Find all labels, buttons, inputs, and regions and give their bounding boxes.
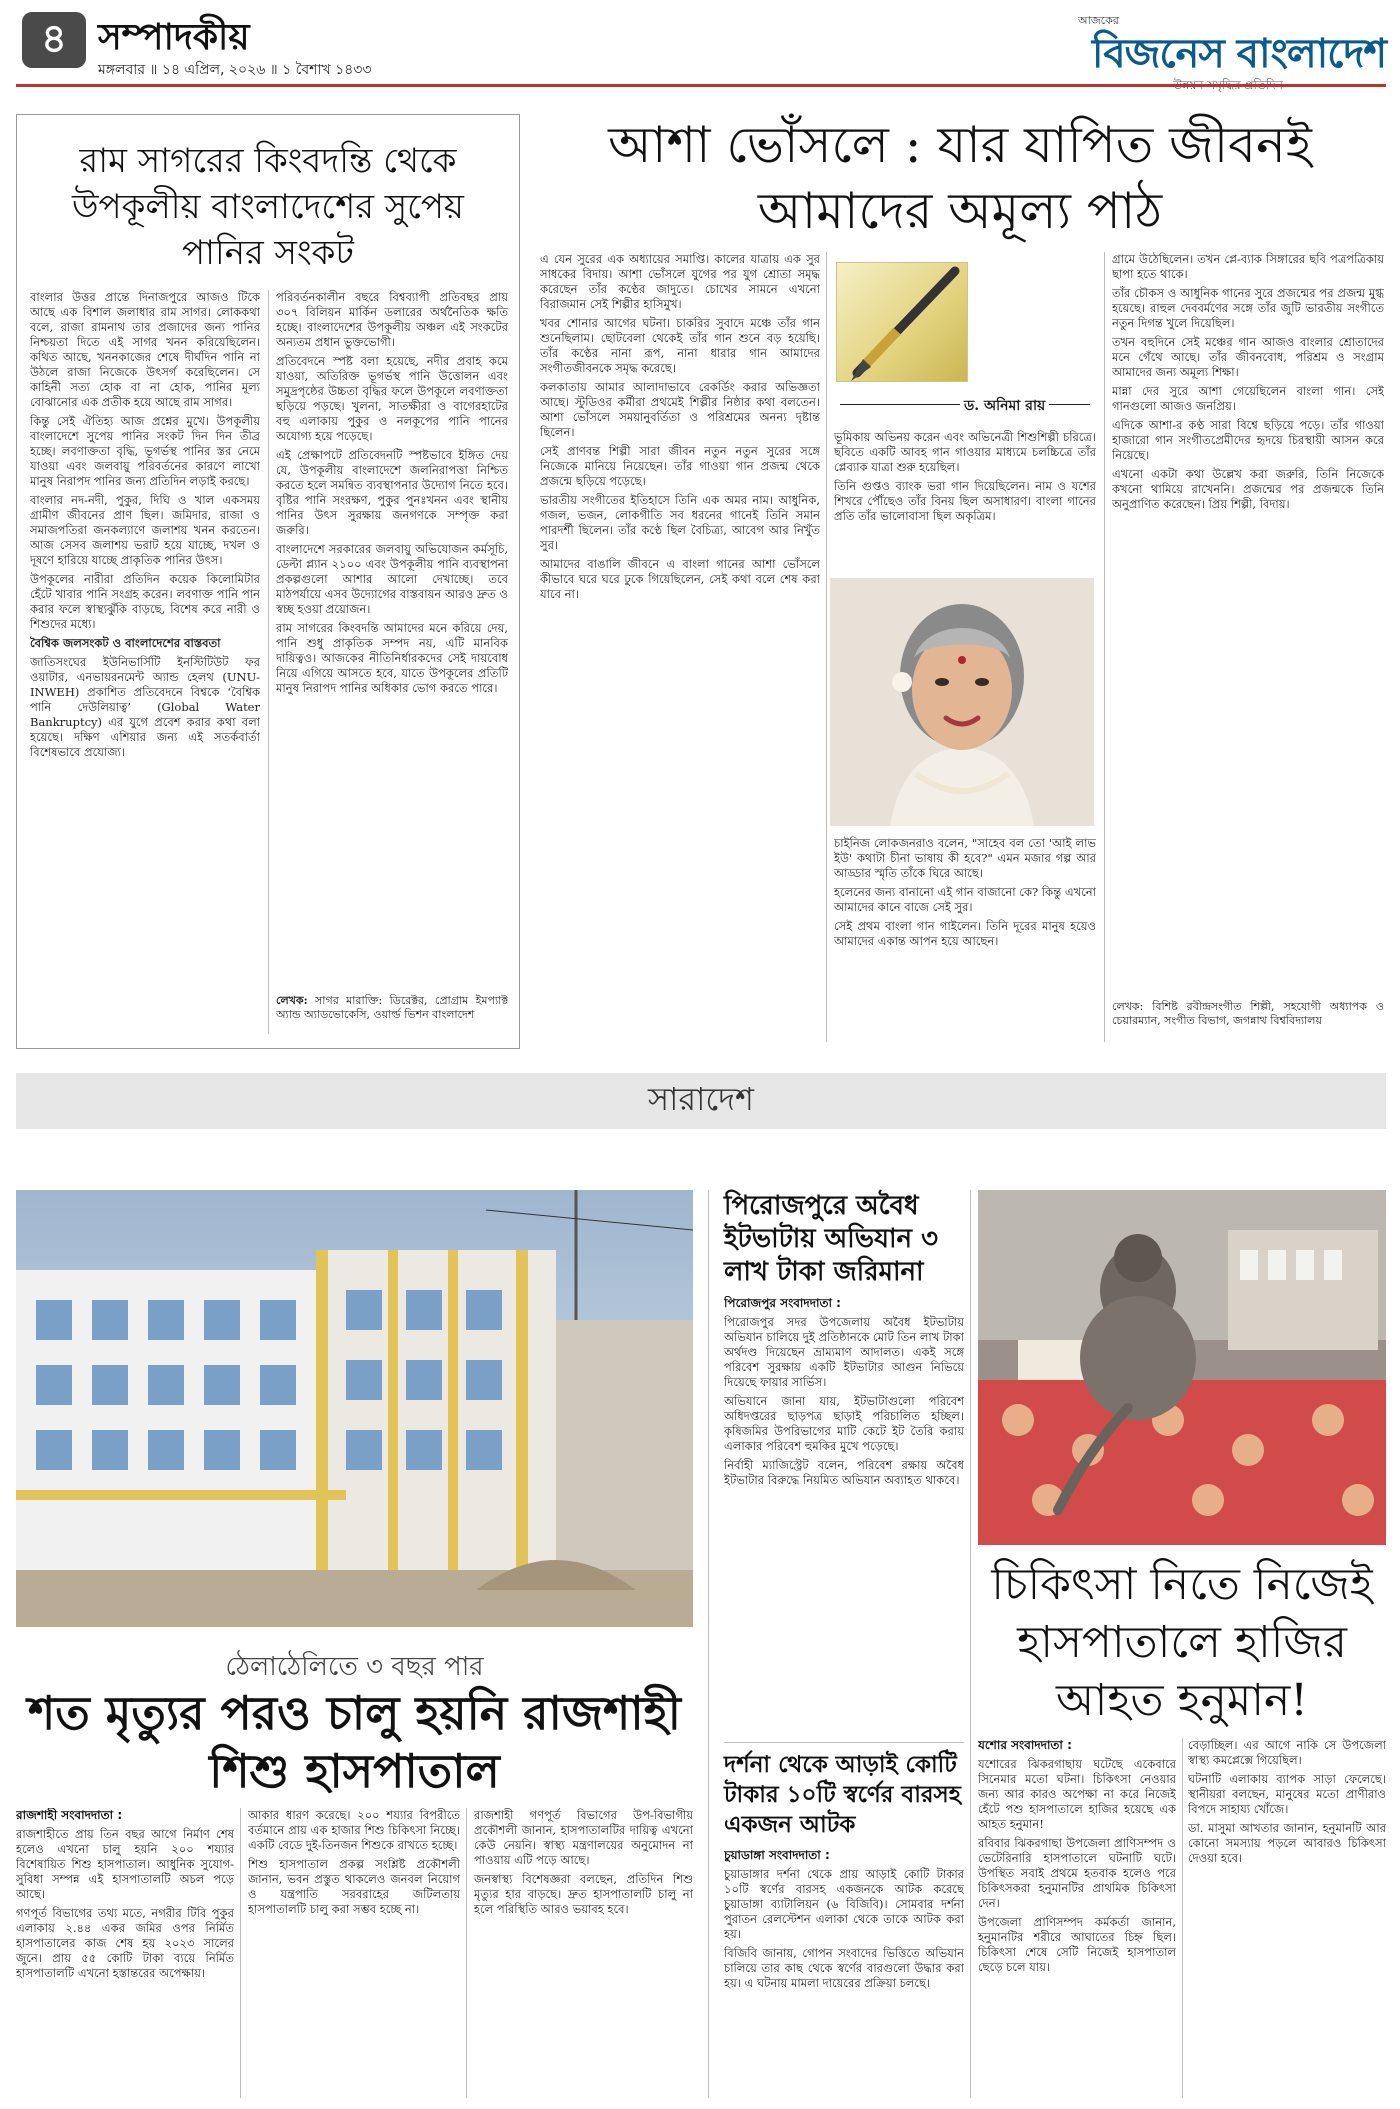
masthead-name: বিজনেস বাংলাদেশ <box>1091 30 1386 77</box>
portrait-image <box>830 578 1094 826</box>
paragraph: তিনি গুপ্তও ব্যাংক ভরা গান দিয়েছিলেন। নাম ও যশের শিখরে পৌঁছেও তাঁর বিনয় ছিল অসাধারণ। বাংলা গানের প্রতি তাঁর ভালোবাসা ছিল অকৃত্রিম। <box>834 479 1096 523</box>
paragraph: উপকূলের নারীরা প্রতিদিন কয়েক কিলোমিটার হেঁটে খাবার পানি সংগ্রহ করেন। লবণাক্ত পানি পান করার ফলে স্বাস্থ্যঝুঁকি বাড়ছে, বিশেষ করে নারী ও শিশুদের মধ্যে। <box>30 572 260 631</box>
paragraph: মান্না দের সুরে আশা গেয়েছিলেন বাংলা গান। সেই গানগুলো আজও জনপ্রিয়। <box>1112 384 1384 413</box>
paragraph: রবিবার ঝিকরগাছা উপজেলা প্রাণিসম্পদ ও ভেটেরিনারি হাসপাতালে ঘটনাটি ঘটে। উপস্থিত সবাই প্রথমে হতবাক হলেও পরে চিকিৎসকরা হনুমানটির প্রাথমিক চিকিৎসা দেন। <box>978 1836 1176 1910</box>
pirojpur-headline: পিরোজপুরে অবৈধ ইটভাটায় অভিযান ৩ লাখ টাকা জরিমানা <box>724 1191 938 1287</box>
paragraph: এ যেন সুরের এক অধ্যায়ের সমাপ্তি। কালের যাত্রায় এক সুর সাধকের বিদায়। আশা ভোঁসলে যুগের পর যুগ শ্রোতা সমৃদ্ধ করেছেন তাঁর কণ্ঠের জাদুতে। চোখের সামনে এখনো বিরাজমান সেই শিল্পীর হাসিমুখ। <box>540 252 820 311</box>
masthead-prefix: আজকের <box>1078 14 1119 27</box>
paragraph: এদিকে আশা-র কণ্ঠ সারা বিশ্বে ছড়িয়ে পড়ে। তাঁর গাওয়া হাজারো গান সংগীতপ্রেমীদের হৃদয়ে চিরস্থায়ী আসন করে নিয়েছে। <box>1112 418 1384 462</box>
subheading: বৈশ্বিক জলসংকট ও বাংলাদেশের বাস্তবতা <box>30 636 221 650</box>
section-band-label: সারাদেশ <box>648 1080 754 1118</box>
paragraph: হলেনের জন্য বানানো এই গান বাজানো কে? কিন্তু এখনো আমাদের কানে বাজে সেই সুর। <box>834 885 1096 914</box>
column-divider <box>1182 1738 1183 2098</box>
paragraph: বিজিবি জানায়, গোপন সংবাদের ভিত্তিতে অভিযান চালিয়ে তার কাছ থেকে স্বর্ণের বারগুলো উদ্ধার করা হয়। এ ঘটনায় মামলা দায়েরের প্রক্রিয়া চলছে। <box>724 1946 964 1990</box>
hospital-col3 <box>474 1808 693 2098</box>
paragraph: শিশু হাসপাতাল প্রকল্প সংশ্লিষ্ট প্রকৌশলী জানান, ভবন প্রস্তুত থাকলেও জনবল নিয়োগ ও যন্ত্রপাতি সরবরাহের জটিলতায় হাসপাতালটি চালু করা সম্ভব হচ্ছে না। <box>248 1857 460 1916</box>
asha-article-title: আশা ভোঁসলে : যার যাপিত জীবনই আমাদের অমূল্য পাঠ <box>608 116 1312 240</box>
paragraph: চাইনিজ লোকজনরাও বলেন, "সাহেব বল তো 'আই লাভ ইউ' কথাটা চীনা ভাষায় কী হবে?" এমন মজার গল্প আর আড্ডার স্মৃতি তাঁকে ঘিরে আছে। <box>834 836 1096 880</box>
paragraph: আকার ধারণ করেছে। ২০০ শয্যার বিপরীতে বর্তমানে প্রায় এক হাজার শিশু চিকিৎসা নিচ্ছে। একটি বেডে দুই-তিনজন শিশুকে রাখতে হচ্ছে। <box>248 1808 460 1852</box>
reporter-credit: রাজশাহী সংবাদদাতা : <box>16 1808 123 1822</box>
column-divider <box>708 1190 709 2098</box>
page-number: ৪ <box>41 14 67 62</box>
paragraph: উপজেলা প্রাণিসম্পদ কর্মকর্তা জানান, হনুমানটির শরীরে আঘাতের চিহ্ন ছিল। চিকিৎসা শেষে সেটি নিজেই হাসপাতাল ছেড়ে চলে যায়। <box>978 1915 1176 1974</box>
asha-article-col3 <box>1112 252 1384 992</box>
column-divider <box>466 1808 467 2098</box>
paragraph: জাতিসংঘের ইউনিভার্সিটি ইনস্টিটিউট ফর ওয়াটার, এনভায়রনমেন্ট অ্যান্ড হেলথ (UNU-INWEH) প্রকাশিত প্রতিবেদনে বিশ্বকে ‘বৈশ্বিক পানি দেউলিয়াত্ব’ (Global Water Bankruptcy) এর যুগে প্রবেশ করার কথা বলা হয়েছে। দক্ষিণ এশিয়ার জন্য এই সতর্কবার্তা বিশেষভাবে প্রযোজ্য। <box>30 655 260 759</box>
paragraph: খবর শোনার আগের ঘটনা। চাকরির সুবাদে মঞ্চে তাঁর গান শুনেছিলাম। ছোটবেলা থেকেই তাঁর গান শুনে বড় হয়েছি। তাঁর কণ্ঠের নানা রূপ, নানা ধারার গান আমাদের সংগীতজীবনকে সমৃদ্ধ করেছে। <box>540 316 820 375</box>
asha-article-col2-upper <box>834 430 1096 570</box>
paragraph: সেই প্রথম বাংলা গান গাইলেন। তিনি দূরের মানুষ হয়েও আমাদের একান্ত আপন হয়ে আছেন। <box>834 919 1096 948</box>
dateline: মঙ্গলবার ॥ ১৪ এপ্রিল, ২০২৬ ॥ ১ বৈশাখ ১৪৩৩ <box>98 62 372 78</box>
gold-headline: দর্শনা থেকে আড়াই কোটি টাকার ১০টি স্বর্ণের বারসহ একজন আটক <box>724 1751 961 1838</box>
paragraph: রাজশাহী গণপূর্ত বিভাগের উপ-বিভাগীয় প্রকৌশলী জানান, হাসপাতালটির দায়িত্ব এখনো কেউ নেয়নি। স্বাস্থ্য মন্ত্রণালয়ের অনুমোদন না পাওয়ায় এটি পড়ে আছে। <box>474 1808 693 1867</box>
paragraph: রাম সাগরের কিংবদন্তি আমাদের মনে করিয়ে দেয়, পানি শুধু প্রাকৃতিক সম্পদ নয়, এটি মানবিক দায়িত্বও। আজকের নীতিনির্ধারকদের সেই দায়বোধ নিয়ে এগিয়ে আসতে হবে, যাতে উপকূলের প্রতিটি মানুষ নিরাপদ পানির অধিকার ভোগ করতে পারে। <box>276 621 508 695</box>
column-divider <box>240 1808 241 2098</box>
paragraph: বাংলার নদ-নদী, পুকুর, দিঘি ও খাল একসময় গ্রামীণ জীবনের প্রাণ ছিল। জমিদার, রাজা ও সমাজপতিরা জনকল্যাণে জলাশয় খনন করতেন। আজ সেসব জলাশয় ভরাট হয়ে যাচ্ছে, দখল ও দূষণে হারিয়ে যাচ্ছে প্রাকৃতিক পানির উৎস। <box>30 493 260 567</box>
paragraph: ঘটনাটি এলাকায় ব্যাপক সাড়া ফেলেছে। স্থানীয়রা বলছেন, মানুষের মতো প্রাণীরাও বিপদে সাহায্য খোঁজে। <box>1188 1772 1386 1816</box>
paragraph: যশোরের ঝিকরগাছায় ঘটেছে একেবারে সিনেমার মতো ঘটনা। চিকিৎসা নেওয়ার জন্য আর কারও অপেক্ষা না করে নিজেই হেঁটে পশু হাসপাতালে হাজির হয়েছে এক আহত হনুমান! <box>978 1757 1176 1831</box>
ram-article-title: রাম সাগরের কিংবদন্তি থেকে উপকূলীয় বাংলাদেশের সুপেয় পানির সংকট <box>72 141 464 273</box>
ram-article-col1 <box>30 290 260 1034</box>
paragraph: নির্বাহী ম্যাজিস্ট্রেট বলেন, পরিবেশ রক্ষায় অবৈধ ইটভাটার বিরুদ্ধে নিয়মিত অভিযান অব্যাহত থাকবে। <box>724 1458 964 1487</box>
paragraph: এখনো একটা কথা উল্লেখ করা জরুরি, তিনি নিজেকে কখনো থামিয়ে রাখেননি। প্রজন্মের পর প্রজন্মকে তিনি অনুপ্রাণিত করেছেন। প্রিয় শিল্পী, বিদায়। <box>1112 467 1384 511</box>
paragraph: ভূমিকায় অভিনয় করেন এবং অভিনেত্রী শিশুশিল্পী চরিত্রে। ছবিতে একটি আবহ গান গাওয়ার মাধ্যমে চলচ্চিত্রে তাঁর প্লেব্যাক যাত্রা শুরু হয়েছিল। <box>834 430 1096 474</box>
column-divider <box>268 290 269 1034</box>
monkey-image <box>978 1190 1386 1545</box>
paragraph: কিন্তু সেই ঐতিহ্য আজ প্রশ্নের মুখে। উপকূলীয় বাংলাদেশে সুপেয় পানির সংকট দিন দিন তীব্র হচ্ছে। লবণাক্ততা বৃদ্ধি, ভূগর্ভস্থ পানির স্তর নেমে যাওয়া এবং জলবায়ু পরিবর্তনের কারণে লাখো মানুষ নিরাপদ পানির জন্য প্রতিদিন লড়াই করছে। <box>30 414 260 488</box>
monkey-hospital-photo <box>978 1190 1386 1545</box>
pirojpur-body <box>724 1296 964 1736</box>
paragraph: পরিবর্তনকালীন বছরে বিশ্বব্যাপী প্রতিবছর প্রায় ৩০৭ বিলিয়ন মার্কিন ডলারের অর্থনৈতিক ক্ষতি হচ্ছে। বাংলাদেশের উপকূলীয় অঞ্চল এই সংকটের অন্যতম প্রধান ভুক্তভোগী। <box>276 290 508 349</box>
monkey-col1 <box>978 1738 1176 2098</box>
paragraph: বাংলাদেশে সরকারের জলবায়ু অভিযোজন কর্মসূচি, ডেল্টা প্ল্যান ২১০০ এবং উপকূলীয় পানি ব্যবস্থাপনা প্রকল্পগুলো আশার আলো দেখাচ্ছে। তবে মাঠপর্যায়ে এসব উদ্যোগের বাস্তবায়ন আরও দ্রুত ও স্বচ্ছ হওয়া প্রয়োজন। <box>276 542 508 616</box>
paragraph: ডা. মাসুমা আখতার জানান, হনুমানটি আর কোনো সমস্যায় পড়লে আবারও চিকিৎসা দেওয়া হবে। <box>1188 1821 1386 1865</box>
paragraph: ভারতীয় সংগীতের ইতিহাসে তিনি এক অমর নাম। আধুনিক, গজল, ভজন, লোকগীতি সব ধরনের গানেই তিনি সমান পারদর্শী ছিলেন। তাঁর কণ্ঠে ছিল বৈচিত্র্য, আবেগ আর নিখুঁত সুর। <box>540 493 820 552</box>
paragraph: তাঁর চৌকস ও আধুনিক গানের সুরে প্রজন্মের পর প্রজন্ম মুগ্ধ হয়েছে। রাহুল দেববর্মণের সঙ্গে তাঁর জুটি ভারতীয় সংগীতে নতুন দিগন্ত খুলে দিয়েছিল। <box>1112 286 1384 330</box>
column-divider <box>970 1190 971 2098</box>
paragraph: কলকাতায় আমার আলাদাভাবে রেকর্ডিং করার অভিজ্ঞতা আছে। স্টুডিওর কর্মীরা প্রথমেই শিল্পীর নিষ্ঠার কথা বলতেন। আশা ভোঁসলে সময়ানুবর্তিতা ও পরিশ্রমের অনন্য দৃষ্টান্ত ছিলেন। <box>540 380 820 439</box>
paragraph: রাজশাহীতে প্রায় তিন বছর আগে নির্মাণ শেষ হলেও এখনো চালু হয়নি ২০০ শয্যার বিশেষায়িত শিশু হাসপাতাল। আধুনিক সুযোগ-সুবিধা সম্পন্ন এই হাসপাতালটি অচল পড়ে আছে। <box>16 1827 234 1901</box>
paragraph: গণপূর্ত বিভাগের তথ্য মতে, নগরীর টিবি পুকুর এলাকায় ২.৪৪ একর জমির ওপর নির্মিত হাসপাতালের কাজ শেষ হয় ২০২৩ সালের জুনে। প্রায় ৫৫ কোটি টাকা ব্যয়ে নির্মিত হাসপাতালটি এখনো হস্তান্তরের অপেক্ষায়। <box>16 1906 234 1980</box>
monkey-headline: চিকিৎসা নিতে নিজেই হাসপাতালে হাজির আহত হনুমান! <box>991 1559 1373 1726</box>
byline: ড. অনিমা রায় <box>960 394 1049 418</box>
hospital-headline: শত মৃত্যুর পরও চালু হয়নি রাজশাহী শিশু হাসপাতাল <box>28 1686 681 1798</box>
paragraph: চুয়াডাঙ্গার দর্শনা থেকে প্রায় আড়াই কোটি টাকার ১০টি স্বর্ণের বারসহ একজনকে আটক করেছে চুয়াডাঙ্গা ব্যাটালিয়ন (৬ বিজিবি)। সোমবার দর্শনা পুরাতন রেলস্টেশন এলাকা থেকে তাকে আটক করা হয়। <box>724 1867 964 1941</box>
paragraph: তখন বহুদিনে সেই মঞ্চের গান আজও বাংলার শ্রোতাদের মনে গেঁথে আছে। তাঁর জীবনবোধ, পরিশ্রম ও সংগ্রাম আমাদের জন্য অমূল্য শিক্ষা। <box>1112 335 1384 379</box>
paragraph: প্রতিবেদনে স্পষ্ট বলা হয়েছে, নদীর প্রবাহ কমে যাওয়া, অতিরিক্ত ভূগর্ভস্থ পানি উত্তোলন এবং সমুদ্রপৃষ্ঠের উচ্চতা বৃদ্ধির ফলে উপকূলে লবণাক্ততা ছড়িয়ে পড়ছে। খুলনা, সাতক্ষীরা ও বাগেরহাটের বহু এলাকায় পুকুর ও নলকূপের পানি পানের অযোগ্য হয়ে পড়েছে। <box>276 354 508 443</box>
reporter-credit: চুয়াডাঙ্গা সংবাদদাতা : <box>724 1848 830 1862</box>
hospital-col2 <box>248 1808 460 2098</box>
ram-article-author: লেখক: সাগর মারাক্তি: ডিরেক্টর, প্রোগ্রাম ইমপ্যাক্ট অ্যান্ড অ্যাডভোকেসি, ওয়ার্ল্ড ভিশন বাংলাদেশ <box>276 994 508 1021</box>
hospital-col1 <box>16 1808 234 2098</box>
asha-article-col1 <box>540 252 820 1042</box>
hospital-image <box>16 1190 693 1627</box>
pen-illustration <box>836 262 968 382</box>
hospital-building-photo <box>16 1190 693 1627</box>
reporter-credit: যশোর সংবাদদাতা : <box>978 1738 1072 1752</box>
column-divider <box>1104 252 1105 1042</box>
paragraph: জনস্বাস্থ্য বিশেষজ্ঞরা বলছেন, প্রতিদিন শিশু মৃত্যুর হার বাড়ছে। দ্রুত হাসপাতালটি চালু না হলে পরিস্থিতি আরও ভয়াবহ হবে। <box>474 1872 693 1916</box>
reporter-credit: পিরোজপুর সংবাদদাতা : <box>724 1296 841 1310</box>
asha-article-author: লেখক: বিশিষ্ট রবীন্দ্রসংগীত শিল্পী, সহযোগী অধ্যাপক ও চেয়ারম্যান, সংগীত বিভাগ, জগন্নাথ বিশ্ববিদ্যালয় <box>1112 1000 1384 1027</box>
paragraph: অভিযানে জানা যায়, ইটভাটাগুলো পরিবেশ অধিদপ্তরের ছাড়পত্র ছাড়াই পরিচালিত হচ্ছিল। কৃষিজমির উপরিভাগের মাটি কেটে ইট তৈরি করায় এলাকার পরিবেশ হুমকির মুখে পড়েছে। <box>724 1394 964 1453</box>
section-title: সম্পাদকীয় <box>98 16 250 58</box>
column-divider <box>826 252 827 1042</box>
paragraph: পিরোজপুর সদর উপজেলায় অবৈধ ইটভাটায় অভিযান চালিয়ে দুই প্রতিষ্ঠানকে মোট তিন লাখ টাকা অর্থদণ্ড দিয়েছেন ভ্রাম্যমাণ আদালত। একই সঙ্গে পরিবেশ সুরক্ষায় একটি ইটভাটার আগুন নিভিয়ে দিয়েছে ফায়ার সার্ভিস। <box>724 1315 964 1389</box>
monkey-col2 <box>1188 1738 1386 2098</box>
gold-body <box>724 1848 964 2098</box>
ram-article-col2 <box>276 290 508 990</box>
fountain-pen-icon <box>837 263 968 382</box>
header-rule <box>16 84 1386 87</box>
paragraph: বাংলার উত্তর প্রান্তে দিনাজপুরে আজও টিকে আছে এক বিশাল জলাধার রাম সাগর। লোককথা বলে, রাজা রামনাথ তার প্রজাদের জন্য পানির নিশ্চয়তা দিতে এই সাগর খনন করিয়েছিলেন। কথিত আছে, খননকাজের শেষে দীর্ঘদিন পানি না উঠলে রাজা নিজেকে উৎসর্গ করেছিলেন। সে কাহিনী সত্য হোক বা না হোক, পানির মূল্য বোঝানোর এক প্রতীক হয়ে আছে রাম সাগর। <box>30 290 260 409</box>
asha-portrait-photo <box>830 578 1094 826</box>
hospital-kicker: ঠেলাঠেলিতে ৩ বছর পার <box>225 1652 484 1682</box>
paragraph: বেড়াচ্ছিল। এর আগে নাকি সে উপজেলা স্বাস্থ্য কমপ্লেক্সে গিয়েছিল। <box>1188 1738 1386 1767</box>
article-divider <box>724 1742 964 1743</box>
paragraph: সেই প্রাণবন্ত শিল্পী সারা জীবন নতুন নতুন সুরের সঙ্গে নিজেকে মানিয়ে নিয়েছেন। তাঁর গাওয়া গান প্রজন্ম থেকে প্রজন্মে ছড়িয়ে পড়েছে। <box>540 444 820 488</box>
page-number-badge <box>22 12 86 68</box>
paragraph: গ্রামে উঠেছিলেন। তখন প্লে-ব্যাক সিঙ্গারের ছবি পত্রপত্রিকায় ছাপা হতে থাকে। <box>1112 252 1384 281</box>
paragraph: এই প্রেক্ষাপটে প্রতিবেদনটি স্পষ্টভাবে ইঙ্গিত দেয় যে, উপকূলীয় বাংলাদেশে জলনিরাপত্তা নিশ্চিত করতে হলে সমন্বিত ব্যবস্থাপনার উদ্যোগ নিতে হবে। বৃষ্টির পানি সংরক্ষণ, পুকুর পুনঃখনন এবং স্থানীয় পানির উৎস সুরক্ষায় জনগণকে সম্পৃক্ত করা জরুরি। <box>276 448 508 537</box>
paragraph: আমাদের বাঙালি জীবনে এ বাংলা গানের আশা ভোঁসলে কীভাবে ঘরে ঘরে ঢুকে গিয়েছিলেন, সেই কথা বলে শেষ করা যাবে না। <box>540 557 820 601</box>
asha-article-col2-lower <box>834 836 1096 1042</box>
masthead-tagline <box>1070 77 1386 97</box>
